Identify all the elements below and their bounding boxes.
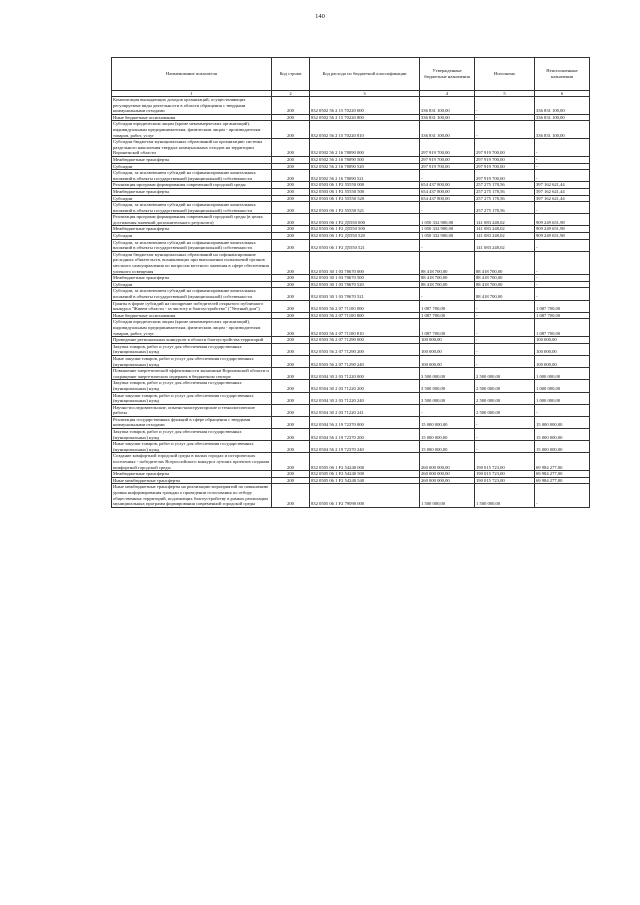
cell-indicator-name: Гранты в форме субсидий на поощрение победителей открытого публичного конкурса "Живем области - за чистоту и благоустройство" ("Уютный дом") [112,300,272,312]
table-row [112,429,590,441]
cell-budget-code: 832 0503 30 1 03 78670 520 [310,281,420,288]
cell-unexecuted: - [535,281,590,288]
header-unexecuted: Неисполненные назначения [535,58,590,91]
cell-budget-code: 832 0502 56 2 16 78090 000 [310,139,420,157]
cell-executed: 141 083 248,02 [475,214,535,226]
cell-executed: - [475,343,535,355]
table-row [112,156,590,163]
cell-unexecuted: 69 984 277,00 [535,471,590,478]
header-indicator-name: Наименование показателя [112,58,272,91]
cell-executed: 297 919 700,00 [475,170,535,182]
cell-approved: 3 500 000,00 [420,380,475,392]
cell-unexecuted: - [535,156,590,163]
cell-executed: - [475,355,535,367]
cell-line-code: 200 [272,281,310,288]
table-row [112,114,590,121]
cell-budget-code: 832 0503 56 2 07 71100 000 [310,300,420,312]
table-row [112,188,590,195]
cell-unexecuted: - [535,202,590,214]
cell-approved: 15 000 000,00 [420,416,475,428]
cell-indicator-name: Межбюджетные трансферты [112,471,272,478]
cell-approved: 654 437 800,00 [420,188,475,195]
cell-approved: 100 000,00 [420,355,475,367]
cell-unexecuted: 100 000,00 [535,343,590,355]
cell-budget-code: 832 0503 06 1 F2 55550 520 [310,195,420,202]
column-number: 5 [475,91,535,97]
cell-line-code: 200 [272,214,310,226]
cell-executed: 257 275 178,56 [475,195,535,202]
table-row [112,453,590,471]
cell-line-code: 200 [272,368,310,380]
cell-indicator-name: Субсидии [112,163,272,170]
page-number: 140 [315,13,325,20]
cell-line-code: 200 [272,195,310,202]
cell-line-code: 200 [272,114,310,121]
cell-executed: 141 083 248,02 [475,226,535,233]
cell-budget-code: 832 0503 56 2 07 71290 000 [310,337,420,344]
table-row [112,97,590,115]
cell-unexecuted: 15 000 000,00 [535,416,590,428]
cell-unexecuted: - [535,484,590,507]
cell-approved: 88 418 700,00 [420,275,475,282]
cell-executed: 2 500 000,00 [475,392,535,404]
cell-budget-code: 832 0503 56 2 07 71100 810 [310,319,420,337]
cell-executed: 190 015 723,00 [475,453,535,471]
cell-approved: 654 437 800,00 [420,182,475,189]
cell-line-code: 200 [272,355,310,367]
cell-indicator-name: Закупка товаров, работ и услуг для обеспечения государственных (муниципальных) нужд [112,343,272,355]
cell-line-code: 200 [272,156,310,163]
cell-approved: 297 919 700,00 [420,163,475,170]
cell-unexecuted: 1 087 700,00 [535,312,590,319]
cell-indicator-name: Субсидии, за исключением субсидий на софинансирование капитальных вложений в объекты государственной (муниципальной) собственности [112,170,272,182]
cell-executed: - [475,337,535,344]
cell-executed: - [475,416,535,428]
cell-line-code: 200 [272,233,310,240]
table-row [112,300,590,312]
cell-approved: 1 087 700,00 [420,300,475,312]
cell-approved: 3 500 000,00 [420,368,475,380]
cell-indicator-name: Субсидии, за исключением субсидий на софинансирование капитальных вложений в объекты государственной (муниципальной) собственности [112,202,272,214]
cell-unexecuted: - [535,288,590,300]
cell-indicator-name: Субсидии [112,233,272,240]
cell-budget-code: 832 0505 06 1 F2 54240 000 [310,453,420,471]
cell-indicator-name: Проведение региональных конкурсов в области благоустройства территорий [112,337,272,344]
table-row [112,368,590,380]
cell-approved: 336 831 100,00 [420,97,475,115]
table-row [112,195,590,202]
cell-unexecuted: 397 162 621,44 [535,182,590,189]
cell-indicator-name: Закупка товаров, работ и услуг для обеспечения государственных (муниципальных) нужд [112,380,272,392]
table-row [112,337,590,344]
cell-indicator-name: Иные межбюджетные трансферты на реализацию мероприятий по повышению уровня информирования граждан о проведении голосования по отбору общественных территорий, подлежащих благоустройству в рамках реализации муниципальных программ формирования современной городской среды [112,484,272,507]
cell-budget-code: 832 0504 30 2 03 71220 240 [310,392,420,404]
cell-approved: 654 437 800,00 [420,195,475,202]
column-number: 3 [310,91,420,97]
cell-executed: - [475,312,535,319]
table-row [112,202,590,214]
cell-budget-code: 832 0504 30 2 03 71220 200 [310,380,420,392]
cell-approved: 297 919 700,00 [420,139,475,157]
cell-approved: 1 087 700,00 [420,319,475,337]
cell-executed: 190 015 723,00 [475,477,535,484]
cell-unexecuted: 336 831 100,00 [535,121,590,139]
cell-indicator-name: Межбюджетные трансферты [112,275,272,282]
cell-budget-code: 832 0502 56 2 16 78090 500 [310,156,420,163]
cell-indicator-name: Научно-исследовательские, опытно-конструкторские и технологические работы [112,404,272,416]
cell-approved: 297 919 700,00 [420,156,475,163]
cell-executed: 257 275 178,56 [475,182,535,189]
table-row [112,163,590,170]
header-budget-code: Код расхода по бюджетной классификации [310,58,420,91]
cell-executed: 2 500 000,00 [475,380,535,392]
budget-execution-table [111,57,590,508]
cell-budget-code: 832 0502 56 2 15 70220 000 [310,97,420,115]
cell-approved: 1 050 332 900,00 [420,233,475,240]
cell-line-code: 200 [272,139,310,157]
cell-unexecuted: 909 249 651,98 [535,226,590,233]
cell-executed: 141 083 248,02 [475,239,535,251]
cell-line-code: 200 [272,275,310,282]
table-row [112,239,590,251]
cell-line-code: 200 [272,251,310,274]
table-row [112,233,590,240]
cell-line-code: 200 [272,202,310,214]
cell-budget-code: 832 0504 56 2 19 72370 200 [310,429,420,441]
cell-indicator-name: Межбюджетные трансферты [112,226,272,233]
cell-line-code: 200 [272,392,310,404]
cell-line-code: 200 [272,288,310,300]
cell-approved: 1 500 000,00 [420,484,475,507]
cell-line-code: 200 [272,239,310,251]
cell-budget-code: 832 0502 56 2 16 78090 520 [310,163,420,170]
cell-approved: 1 087 700,00 [420,312,475,319]
cell-indicator-name: Субсидии, за исключением субсидий на софинансирование капитальных вложений в объекты государственной (муниципальной) собственности [112,239,272,251]
table-row [112,275,590,282]
cell-executed: 2 500 000,00 [475,368,535,380]
cell-unexecuted: 336 831 100,00 [535,97,590,115]
table-row [112,121,590,139]
cell-approved: 15 000 000,00 [420,429,475,441]
cell-indicator-name: Субсидии бюджетам муниципальных образований на организацию системы раздельного накопления твердых коммунальных отходов на территории Воронежской области [112,139,272,157]
cell-approved: 100 000,00 [420,337,475,344]
cell-line-code: 200 [272,429,310,441]
cell-executed: 88 418 700,00 [475,288,535,300]
cell-approved: 260 000 000,00 [420,471,475,478]
cell-line-code: 200 [272,471,310,478]
header-approved: Утвержденные бюджетные назначения [420,58,475,91]
cell-budget-code: 832 0502 56 2 16 78090 521 [310,170,420,182]
cell-indicator-name: Субсидии юридическим лицам (кроме некоммерческих организаций), индивидуальным предпринимателям, физическим лицам - производителям товаров, работ, услуг [112,121,272,139]
cell-line-code: 200 [272,453,310,471]
table-header-row [112,58,590,91]
cell-unexecuted: - [535,239,590,251]
cell-approved: - [420,288,475,300]
cell-unexecuted: 100 000,00 [535,355,590,367]
cell-line-code: 200 [272,477,310,484]
cell-executed: 88 418 700,00 [475,275,535,282]
cell-approved: 88 418 700,00 [420,281,475,288]
table-row [112,214,590,226]
cell-executed: 1 500 000,00 [475,484,535,507]
column-number: 1 [112,91,272,97]
cell-indicator-name: Межбюджетные трансферты [112,156,272,163]
cell-line-code: 200 [272,319,310,337]
table-row [112,182,590,189]
cell-line-code: 200 [272,188,310,195]
cell-unexecuted: - [535,163,590,170]
cell-budget-code: 832 0503 06 1 F2 Д5550 500 [310,226,420,233]
cell-budget-code: 832 0503 30 1 03 78670 500 [310,275,420,282]
cell-executed: - [475,300,535,312]
cell-budget-code: 832 0504 30 2 03 71220 000 [310,368,420,380]
cell-unexecuted: 1 000 000,00 [535,380,590,392]
table-row [112,416,590,428]
cell-executed: - [475,441,535,453]
cell-budget-code: 832 0503 06 1 F2 55550 500 [310,188,420,195]
cell-line-code: 200 [272,300,310,312]
cell-unexecuted: 1 087 700,00 [535,319,590,337]
table-row [112,288,590,300]
cell-indicator-name: Субсидии, за исключением субсидий на софинансирование капитальных вложений в объекты государственной (муниципальной) собственности [112,288,272,300]
cell-approved: 15 000 000,00 [420,441,475,453]
cell-approved: 88 418 700,00 [420,251,475,274]
cell-approved: - [420,404,475,416]
cell-indicator-name: Компенсация выпадающих доходов организаций, осуществляющих регулируемые виды деятельности в области обращения с твердыми коммунальными отходами [112,97,272,115]
cell-line-code: 200 [272,343,310,355]
cell-budget-code: 832 0503 06 1 F2 55550 521 [310,202,420,214]
cell-indicator-name: Реализация программ формирования современной городской среды [112,182,272,189]
cell-executed: 297 919 700,00 [475,156,535,163]
table-row [112,343,590,355]
cell-unexecuted: 397 162 621,44 [535,188,590,195]
table-row [112,404,590,416]
cell-executed: 88 418 700,00 [475,251,535,274]
cell-approved: 3 500 000,00 [420,392,475,404]
cell-indicator-name: Реализация государственных функций в сфере обращения с твердыми коммунальными отходами [112,416,272,428]
cell-line-code: 200 [272,484,310,507]
table-row [112,471,590,478]
cell-approved: 1 050 332 900,00 [420,226,475,233]
table-row [112,170,590,182]
cell-indicator-name: Реализация программ формирования современной городской среды (в целях достижения значений дополнительного результата) [112,214,272,226]
cell-line-code: 200 [272,337,310,344]
cell-approved: 260 000 000,00 [420,453,475,471]
table-row [112,226,590,233]
cell-approved: 1 050 332 900,00 [420,214,475,226]
cell-indicator-name: Иные закупки товаров, работ и услуг для обеспечения государственных (муниципальных) нужд [112,355,272,367]
cell-executed: 141 083 248,02 [475,233,535,240]
table-row [112,139,590,157]
cell-approved: - [420,239,475,251]
cell-budget-code: 832 0503 30 1 03 78670 000 [310,251,420,274]
cell-indicator-name: Субсидии [112,195,272,202]
cell-unexecuted: 336 831 100,00 [535,114,590,121]
table-row [112,281,590,288]
cell-unexecuted: 15 000 000,00 [535,429,590,441]
table-row [112,477,590,484]
table-row [112,392,590,404]
cell-unexecuted: 909 249 651,98 [535,214,590,226]
cell-line-code: 200 [272,416,310,428]
cell-unexecuted: - [535,404,590,416]
cell-indicator-name: Иные закупки товаров, работ и услуг для обеспечения государственных (муниципальных) нужд [112,441,272,453]
table-row [112,441,590,453]
cell-line-code: 200 [272,121,310,139]
cell-unexecuted: 100 000,00 [535,337,590,344]
cell-line-code: 200 [272,182,310,189]
cell-line-code: 200 [272,380,310,392]
cell-indicator-name: Субсидии [112,281,272,288]
cell-approved: 336 831 100,00 [420,114,475,121]
cell-budget-code: 832 0503 06 1 F2 Д5550 000 [310,214,420,226]
cell-indicator-name: Иные бюджетные ассигнования [112,312,272,319]
cell-executed: - [475,97,535,115]
cell-line-code: 200 [272,226,310,233]
cell-executed: - [475,121,535,139]
cell-executed: 257 275 178,56 [475,202,535,214]
cell-indicator-name: Межбюджетные трансферты [112,188,272,195]
table-row [112,380,590,392]
cell-approved: 260 000 000,00 [420,477,475,484]
cell-unexecuted: 909 249 651,98 [535,233,590,240]
cell-indicator-name: Повышение энергетической эффективности экономики Воронежской области и сокращение энергетических издержек в бюджетном секторе [112,368,272,380]
cell-approved: - [420,170,475,182]
cell-executed: 2 500 000,00 [475,404,535,416]
cell-budget-code: 832 0502 56 2 15 70220 800 [310,114,420,121]
cell-budget-code: 832 0503 06 1 F2 55550 000 [310,182,420,189]
cell-budget-code: 832 0505 06 1 F2 79090 000 [310,484,420,507]
cell-unexecuted: - [535,170,590,182]
cell-unexecuted: 1 087 700,00 [535,300,590,312]
cell-line-code: 200 [272,441,310,453]
cell-indicator-name: Закупка товаров, работ и услуг для обеспечения государственных (муниципальных) нужд [112,429,272,441]
cell-budget-code: 832 0503 06 1 F2 Д5550 521 [310,239,420,251]
cell-indicator-name: Субсидии бюджетам муниципальных образований на софинансирование расходных обязательств, возникающих при выполнении полномочий органов местного самоуправления по вопросам местного значения в сфере обеспечения уличного освещения [112,251,272,274]
cell-approved: - [420,202,475,214]
cell-unexecuted: - [535,275,590,282]
cell-approved: 336 831 100,00 [420,121,475,139]
cell-budget-code: 832 0505 06 1 F2 54240 500 [310,471,420,478]
column-number: 6 [535,91,590,97]
cell-budget-code: 832 0503 56 2 07 71290 240 [310,355,420,367]
cell-unexecuted: 69 984 277,00 [535,453,590,471]
cell-unexecuted: - [535,139,590,157]
cell-unexecuted: 397 162 621,44 [535,195,590,202]
cell-executed: 190 015 723,00 [475,471,535,478]
cell-executed: 297 919 700,00 [475,139,535,157]
header-executed: Исполнено [475,58,535,91]
column-number: 2 [272,91,310,97]
cell-unexecuted: 1 000 000,00 [535,392,590,404]
cell-line-code: 200 [272,312,310,319]
cell-executed: - [475,429,535,441]
cell-indicator-name: Иные межбюджетные трансферты [112,477,272,484]
cell-indicator-name: Создание комфортной городской среды в малых городах и исторических поселениях - победителях Всероссийского конкурса лучших проектов создания комфортной городской среды [112,453,272,471]
cell-budget-code: 832 0503 56 2 07 71290 200 [310,343,420,355]
cell-budget-code: 832 0503 06 1 F2 Д5550 520 [310,233,420,240]
cell-executed: - [475,114,535,121]
table-row [112,355,590,367]
cell-unexecuted: 1 000 000,00 [535,368,590,380]
table-row [112,312,590,319]
cell-budget-code: 832 0504 56 2 19 72370 240 [310,441,420,453]
cell-executed: 257 275 178,56 [475,188,535,195]
cell-approved: 100 000,00 [420,343,475,355]
cell-budget-code: 832 0505 06 1 F2 54240 540 [310,477,420,484]
cell-line-code: 200 [272,404,310,416]
cell-indicator-name: Иные бюджетные ассигнования [112,114,272,121]
table-row [112,251,590,274]
column-number: 4 [420,91,475,97]
cell-executed: - [475,319,535,337]
cell-unexecuted: 15 000 000,00 [535,441,590,453]
cell-budget-code: 832 0504 56 2 19 72370 000 [310,416,420,428]
cell-budget-code: 832 0502 56 2 15 70220 810 [310,121,420,139]
cell-budget-code: 832 0504 30 2 03 71220 241 [310,404,420,416]
table-row [112,319,590,337]
cell-budget-code: 832 0503 56 2 07 71100 800 [310,312,420,319]
table-body [112,97,590,508]
cell-unexecuted: - [535,251,590,274]
cell-unexecuted: 69 984 277,00 [535,477,590,484]
cell-line-code: 200 [272,163,310,170]
header-line-code: Код строки [272,58,310,91]
cell-executed: 88 418 700,00 [475,281,535,288]
cell-executed: 297 919 700,00 [475,163,535,170]
cell-line-code: 200 [272,97,310,115]
table-row [112,484,590,507]
cell-indicator-name: Иные закупки товаров, работ и услуг для обеспечения государственных (муниципальных) нужд [112,392,272,404]
cell-indicator-name: Субсидии юридическим лицам (кроме некоммерческих организаций), индивидуальным предпринимателям, физическим лицам - производителям товаров, работ, услуг [112,319,272,337]
cell-budget-code: 832 0503 30 1 03 78670 521 [310,288,420,300]
cell-line-code: 200 [272,170,310,182]
